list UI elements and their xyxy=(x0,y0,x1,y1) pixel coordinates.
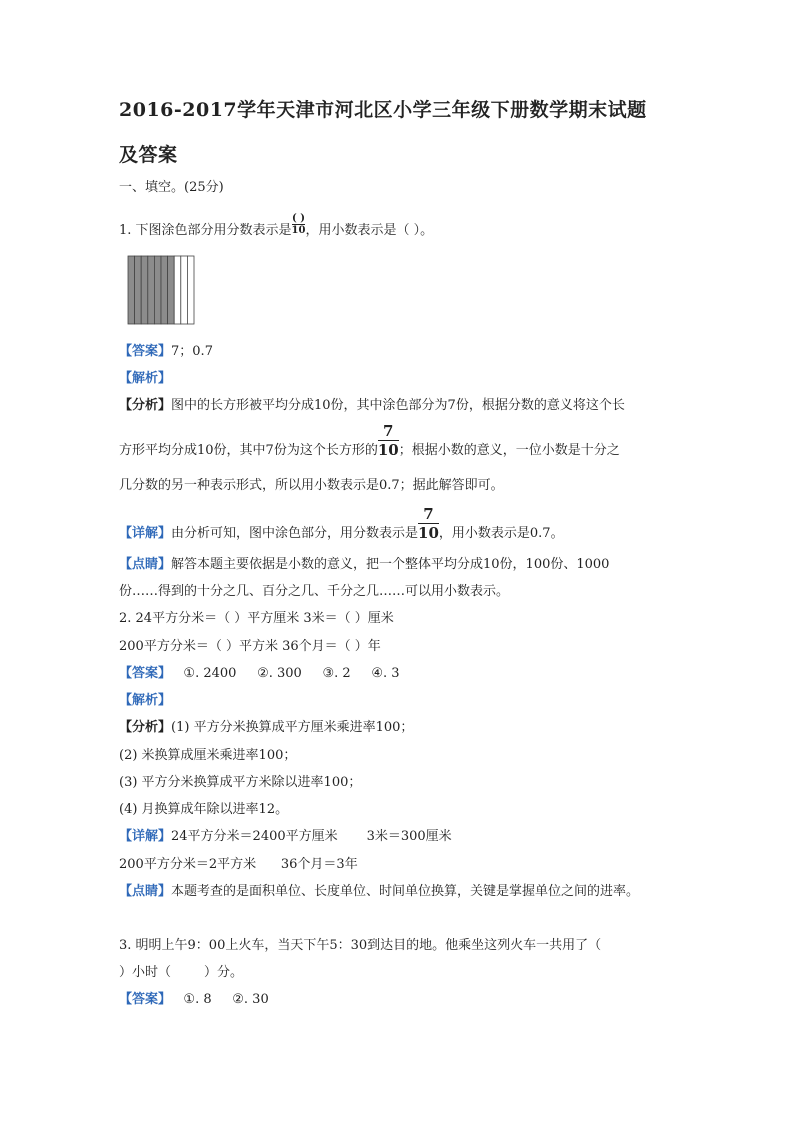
analysis-line-2 xyxy=(119,422,620,469)
analysis-line-3: (3) 平方分米换算成平方米除以进率100； xyxy=(119,775,362,790)
dianjing-text: 解答本题主要依据是小数的意义，把一个整体平均分成10份，100份、1000 xyxy=(171,557,610,572)
dianjing-tag: 【点睛】 xyxy=(119,884,172,899)
fenxi-text: ；根据小数的意义，一位小数是十分之 xyxy=(398,443,620,458)
xiangjie-text: 由分析可知，图中涂色部分，用分数表示是 xyxy=(171,526,419,541)
fraction xyxy=(418,505,439,542)
page-title-line2: 及答案 xyxy=(119,144,178,166)
shaded-strip xyxy=(154,256,161,324)
analysis-tag: 【解析】 xyxy=(119,371,172,386)
tip-line-1 xyxy=(119,557,609,573)
question-1-prefix: 1. 下图涂色部分用分数表示是 xyxy=(119,223,292,238)
question-3-line-1: 3. 明明上午9：00上火车，当天下午5：30到达目的地。他乘坐这列火车一共用了（ xyxy=(119,938,602,953)
fraction xyxy=(378,422,399,459)
unshaded-strip xyxy=(187,256,194,324)
shaded-strip xyxy=(161,256,168,324)
shaded-strip xyxy=(141,256,148,324)
shaded-strip xyxy=(128,256,135,324)
question-2-line-2: 200平方分米＝（ ）平方米 36个月＝（ ）年 xyxy=(119,639,381,654)
fraction xyxy=(292,213,306,236)
answer-line xyxy=(119,992,269,1008)
answer-tag: 【答案】 xyxy=(119,666,172,681)
answer-tag: 【答案】 xyxy=(119,992,172,1007)
question-2-line-1: 2. 24平方分米＝（ ）平方厘米 3米＝（ ）厘米 xyxy=(119,611,394,626)
answer-text: ①. 8 ②. 30 xyxy=(171,992,269,1007)
fenxi-text: 图中的长方形被平均分成10份，其中涂色部分为7份，根据分数的意义将这个长 xyxy=(171,398,625,413)
fraction-denominator: 10 xyxy=(418,524,439,542)
fraction-numerator: 7 xyxy=(378,422,399,441)
analysis-line-2: (2) 米换算成厘米乘进率100； xyxy=(119,748,297,763)
fenxi-text: (1) 平方分米换算成平方厘米乘进率100； xyxy=(171,720,414,735)
analysis-line-4: (4) 月换算成年除以进率12。 xyxy=(119,802,289,817)
fenxi-tag: 【分析】 xyxy=(119,720,172,735)
question-1-suffix: ，用小数表示是（ ）。 xyxy=(305,223,434,238)
fraction-numerator: ( ) xyxy=(292,213,305,224)
unshaded-strip xyxy=(181,256,188,324)
shaded-strip xyxy=(148,256,155,324)
answer-text: ①. 2400 ②. 300 ③. 2 ④. 3 xyxy=(171,666,400,681)
dianjing-tag: 【点睛】 xyxy=(119,557,172,572)
unshaded-strip xyxy=(174,256,181,324)
answer-tag: 【答案】 xyxy=(119,344,172,359)
detail-line-1 xyxy=(119,829,452,845)
fraction-numerator: 7 xyxy=(418,505,439,524)
xiangjie-text: ，用小数表示是0.7。 xyxy=(438,526,564,541)
strips-svg xyxy=(127,255,195,325)
tip-line xyxy=(119,884,639,900)
shaded-strips-figure xyxy=(127,255,195,329)
tip-line-2: 份……得到的十分之几、百分之几、千分之几……可以用小数表示。 xyxy=(119,584,510,599)
analysis-line-1 xyxy=(119,720,413,736)
question-3-line-2: ）小时（ ）分。 xyxy=(119,965,244,980)
fenxi-tag: 【分析】 xyxy=(119,398,172,413)
section-heading: 一、填空。(25分) xyxy=(119,180,224,195)
detail-line-2: 200平方分米＝2平方米 36个月＝3年 xyxy=(119,857,358,872)
xiangjie-tag: 【详解】 xyxy=(119,526,172,541)
question-1 xyxy=(119,213,434,246)
answer-line xyxy=(119,344,213,360)
fraction-denominator: 10 xyxy=(377,441,399,459)
fenxi-text: 方形平均分成10份，其中7份为这个长方形的 xyxy=(119,443,378,458)
shaded-strip xyxy=(168,256,175,324)
analysis-line-3: 几分数的另一种表示形式，所以用小数表示是0.7；据此解答即可。 xyxy=(119,478,504,493)
xiangjie-tag: 【详解】 xyxy=(119,829,172,844)
answer-line xyxy=(119,666,400,682)
dianjing-text: 本题考查的是面积单位、长度单位、时间单位换算，关键是掌握单位之间的进率。 xyxy=(171,884,640,899)
shaded-strip xyxy=(135,256,142,324)
answer-text: 7；0.7 xyxy=(171,344,213,359)
analysis-line-1 xyxy=(119,398,625,414)
analysis-tag: 【解析】 xyxy=(119,693,172,708)
page-title-line1: 2016-2017学年天津市河北区小学三年级下册数学期末试题 xyxy=(119,99,647,121)
xiangjie-text: 24平方分米＝2400平方厘米 3米＝300厘米 xyxy=(171,829,452,844)
detail-line xyxy=(119,505,564,552)
fraction-denominator: 10 xyxy=(291,225,306,236)
